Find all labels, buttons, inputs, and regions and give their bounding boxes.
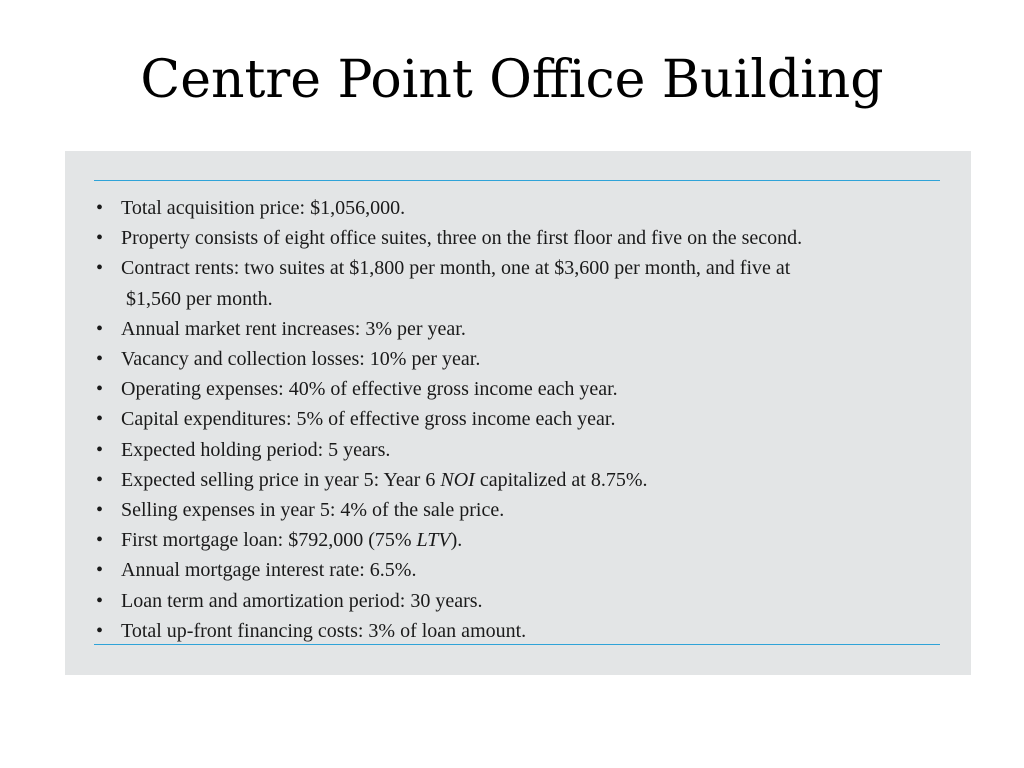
bullet-icon: •: [96, 529, 104, 552]
bullet-icon: •: [96, 438, 104, 461]
assumptions-panel: [65, 151, 971, 675]
list-item: • Contract rents: two suites at $1,800 per month, one at $3,600 per month, and five at $1,560 per month.: [95, 253, 925, 313]
bullet-icon: •: [96, 468, 104, 491]
list-item: • Capital expenditures: 5% of effective gross income each year.: [95, 404, 925, 434]
list-item: • Selling expenses in year 5: 4% of the sale price.: [95, 495, 925, 525]
list-item: • Expected selling price in year 5: Year 6 NOI capitalized at 8.75%.: [95, 465, 925, 495]
assumptions-list: [95, 193, 925, 646]
page-title: Centre Point Office Building: [140, 50, 884, 110]
list-item: • First mortgage loan: $792,000 (75% LTV).: [95, 525, 925, 555]
bullet-icon: •: [96, 257, 104, 280]
list-item: • Property consists of eight office suites, three on the first floor and five on the second.: [95, 223, 925, 253]
bullet-icon: •: [96, 619, 104, 642]
list-item: • Operating expenses: 40% of effective gross income each year.: [95, 374, 925, 404]
bullet-icon: •: [96, 589, 104, 612]
bullet-icon: •: [96, 348, 104, 371]
bullet-icon: •: [96, 378, 104, 401]
list-item: • Annual market rent increases: 3% per year.: [95, 314, 925, 344]
list-item: • Expected holding period: 5 years.: [95, 435, 925, 465]
list-item: • Vacancy and collection losses: 10% per year.: [95, 344, 925, 374]
bullet-icon: •: [96, 197, 104, 219]
bullet-icon: •: [96, 559, 104, 582]
list-item: • Annual mortgage interest rate: 6.5%.: [95, 555, 925, 585]
list-item: • Total up-front financing costs: 3% of loan amount.: [95, 616, 925, 646]
top-divider: [94, 180, 940, 181]
list-item: • Total acquisition price: $1,056,000.: [95, 193, 925, 223]
bullet-icon: •: [96, 499, 104, 522]
bullet-icon: •: [96, 227, 104, 250]
bullet-icon: •: [96, 317, 104, 340]
bottom-divider: [94, 644, 940, 645]
list-item: • Loan term and amortization period: 30 years.: [95, 586, 925, 616]
bullet-icon: •: [96, 408, 104, 431]
